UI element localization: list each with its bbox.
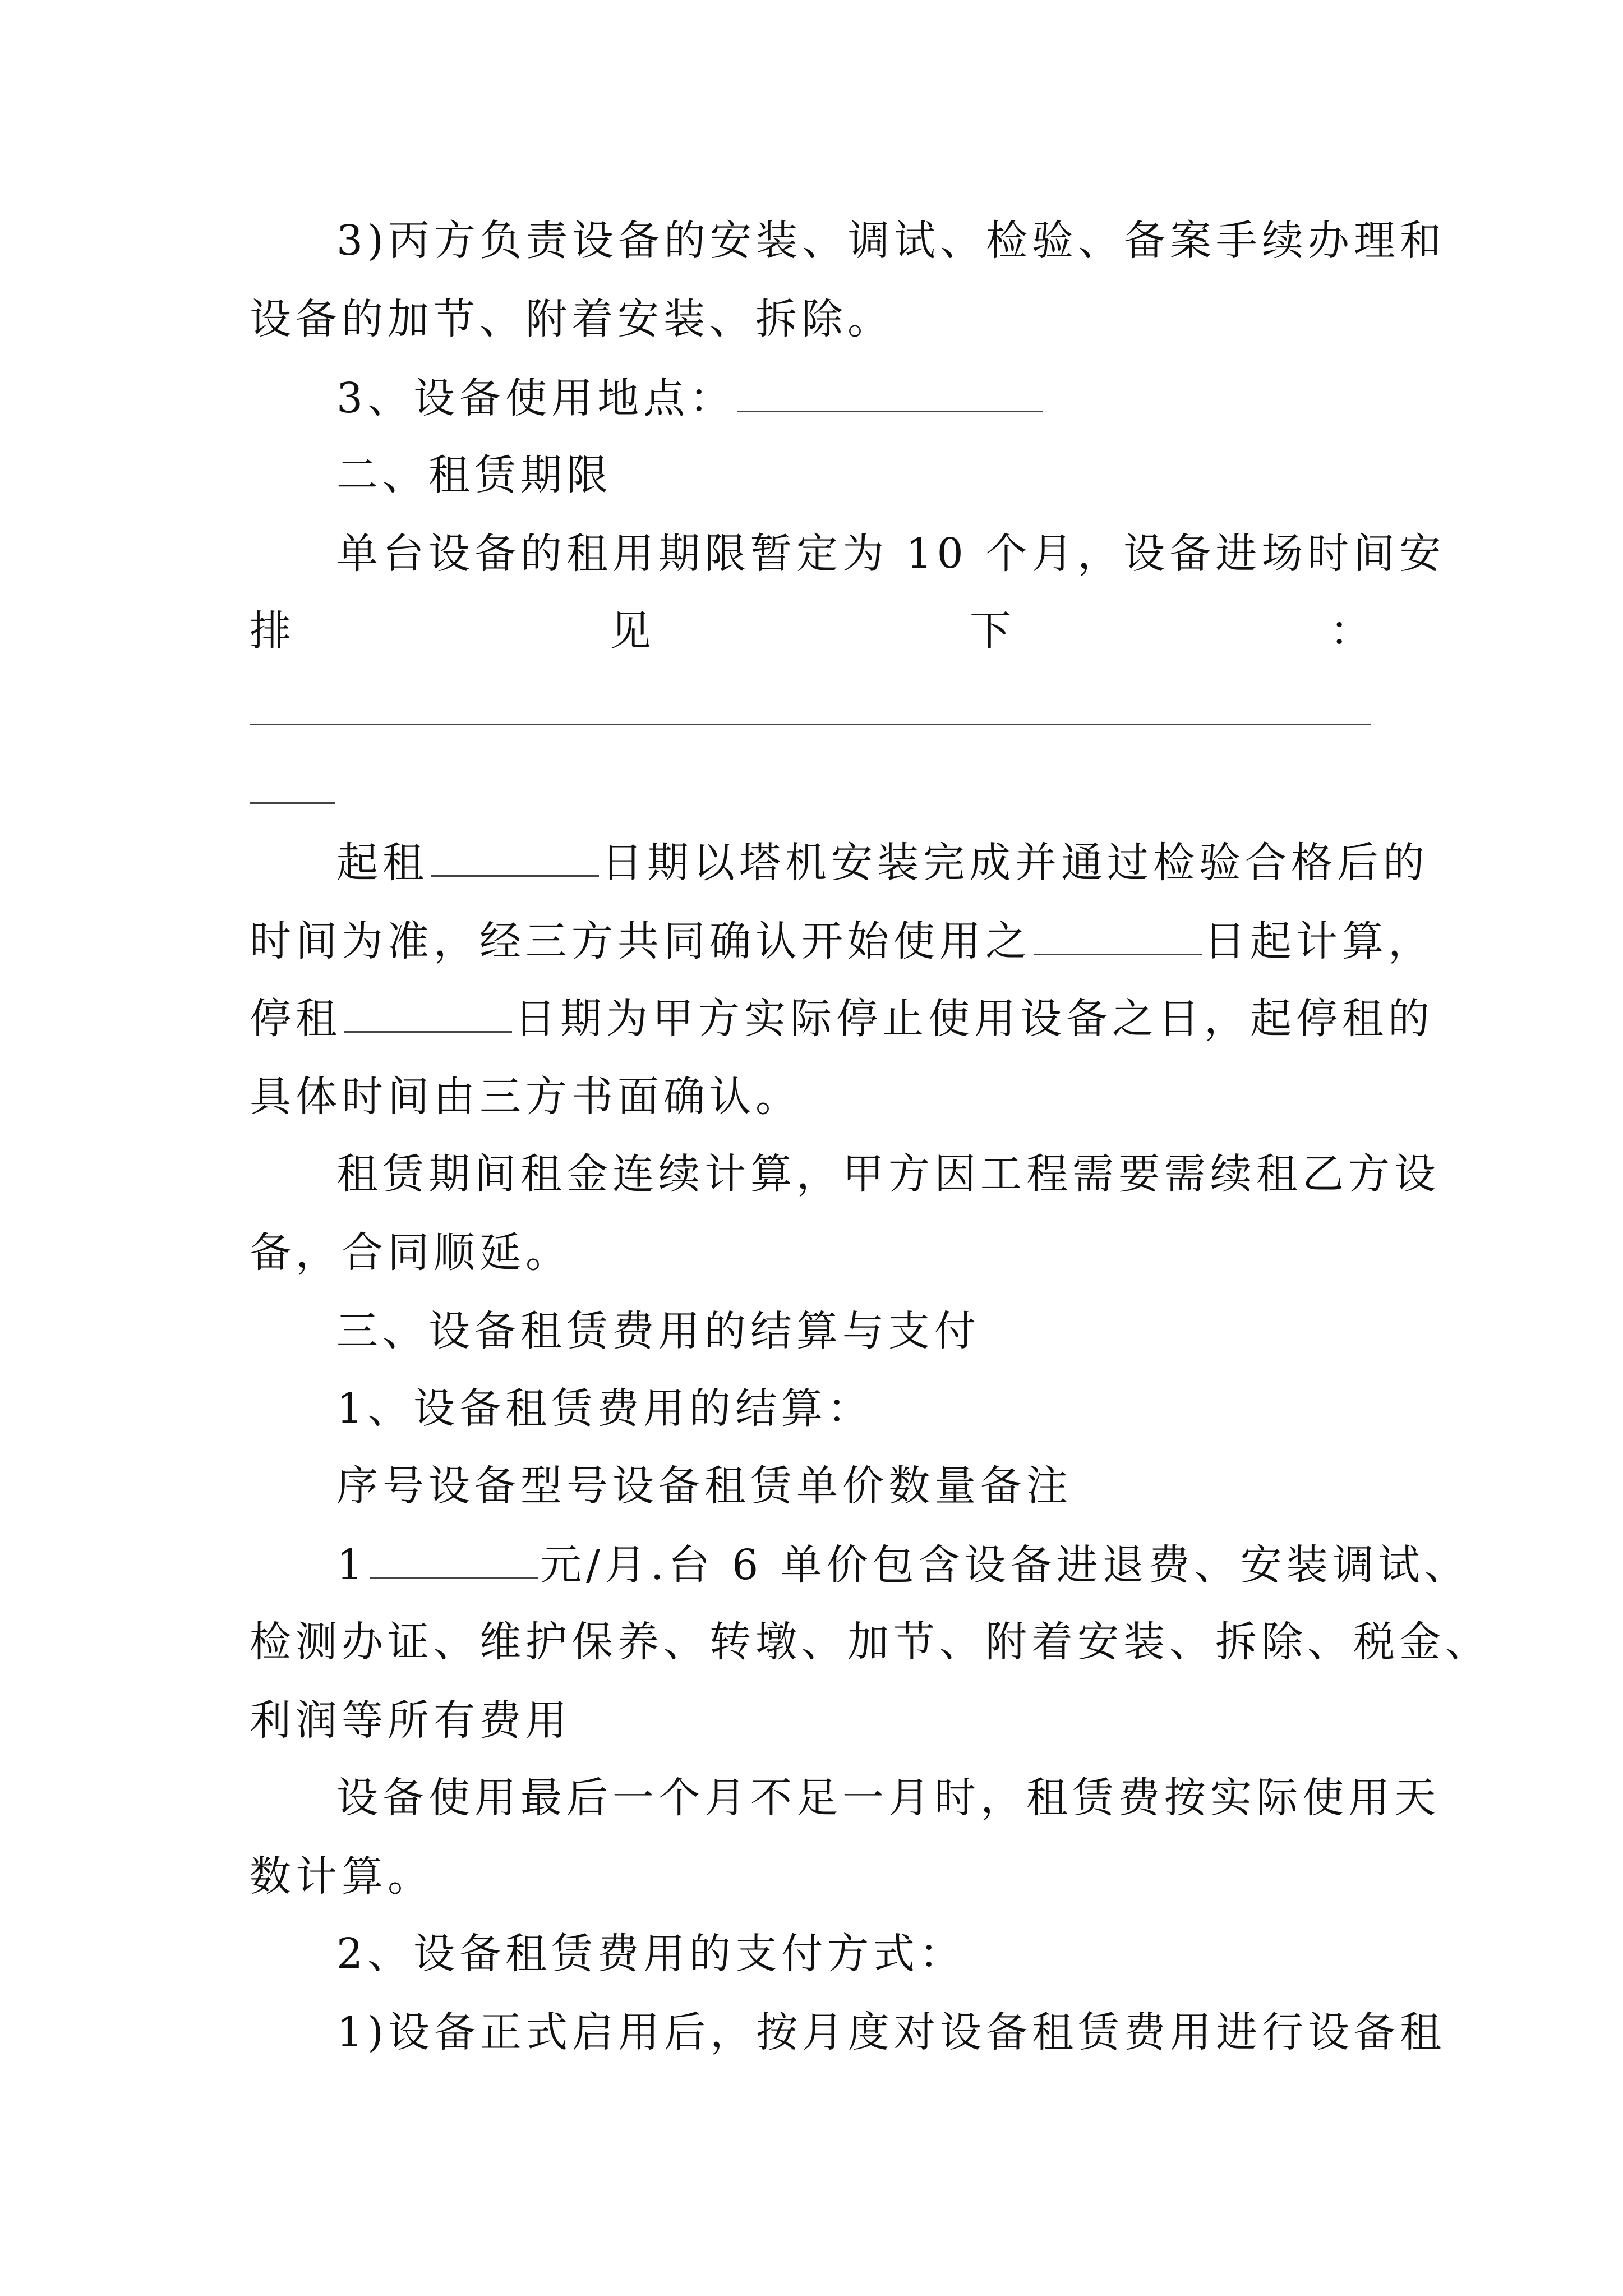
location-line xyxy=(336,374,1045,422)
paragraph-line: 1、设备租赁费用的结算： xyxy=(336,1384,874,1433)
text-segment: 日期为甲方实际停止使用设备之日，起停租的 xyxy=(514,995,1434,1043)
text-segment: 日起计算， xyxy=(1204,917,1434,965)
spread-char: 见 xyxy=(610,607,651,655)
paragraph-line xyxy=(336,839,1429,887)
paragraph-line xyxy=(250,995,1434,1043)
paragraph-line: 租赁期间租金连续计算，甲方因工程需要需续租乙方设 xyxy=(336,1150,1440,1198)
text-segment: 1 xyxy=(336,1541,368,1589)
paragraph-line: 3)丙方负责设备的安装、调试、检验、备案手续办理和 xyxy=(336,217,1446,265)
table-header-line: 序号设备型号设备租赁单价数量备注 xyxy=(336,1462,1072,1510)
spread-line xyxy=(250,607,1371,655)
text-segment: 时间为准，经三方共同确认开始使用之 xyxy=(250,917,1031,965)
paragraph-line: 设备的加节、附着安装、拆除。 xyxy=(250,295,893,343)
fill-in-rule xyxy=(250,724,1371,725)
text-segment: 元/月.台 6 单价包含设备进退费、安装调试、 xyxy=(540,1541,1470,1589)
spread-char: ： xyxy=(1330,607,1371,655)
spread-char: 下 xyxy=(970,607,1011,655)
start-use-blank xyxy=(1034,920,1202,955)
section-heading: 二、租赁期限 xyxy=(336,451,612,499)
text-segment: 停租 xyxy=(250,995,342,1043)
paragraph-line: 利润等所有费用 xyxy=(250,1696,571,1745)
location-label: 3、设备使用地点： xyxy=(336,374,736,422)
paragraph-line xyxy=(250,917,1434,965)
paragraph-line: 单台设备的租用期限暂定为 10 个月，设备进场时间安 xyxy=(336,530,1446,578)
stop-date-blank xyxy=(344,997,512,1033)
paragraph-line: 设备使用最后一个月不足一月时，租赁费按实际使用天 xyxy=(336,1774,1440,1822)
paragraph-line: 检测办证、维护保养、转墩、加节、附着安装、拆除、税金、 xyxy=(250,1618,1491,1666)
paragraph-line: 备，合同顺延。 xyxy=(250,1228,571,1277)
paragraph-line xyxy=(336,1541,1470,1589)
unit-price-blank xyxy=(370,1544,538,1579)
text-segment: 起租 xyxy=(336,839,428,887)
paragraph-line: 2、设备租赁费用的支付方式： xyxy=(336,1930,966,1978)
fill-in-rule xyxy=(250,802,335,804)
spread-char: 排 xyxy=(250,607,291,655)
paragraph-line: 1)设备正式启用后，按月度对设备租赁费用进行设备租 xyxy=(336,2008,1446,2056)
section-heading: 三、设备租赁费用的结算与支付 xyxy=(336,1307,980,1355)
paragraph-line: 数计算。 xyxy=(250,1852,434,1901)
location-blank xyxy=(737,377,1043,412)
text-segment: 日期以塔机安装完成并通过检验合格后的 xyxy=(601,839,1429,887)
paragraph-line: 具体时间由三方书面确认。 xyxy=(250,1073,801,1121)
start-date-blank xyxy=(431,841,599,877)
